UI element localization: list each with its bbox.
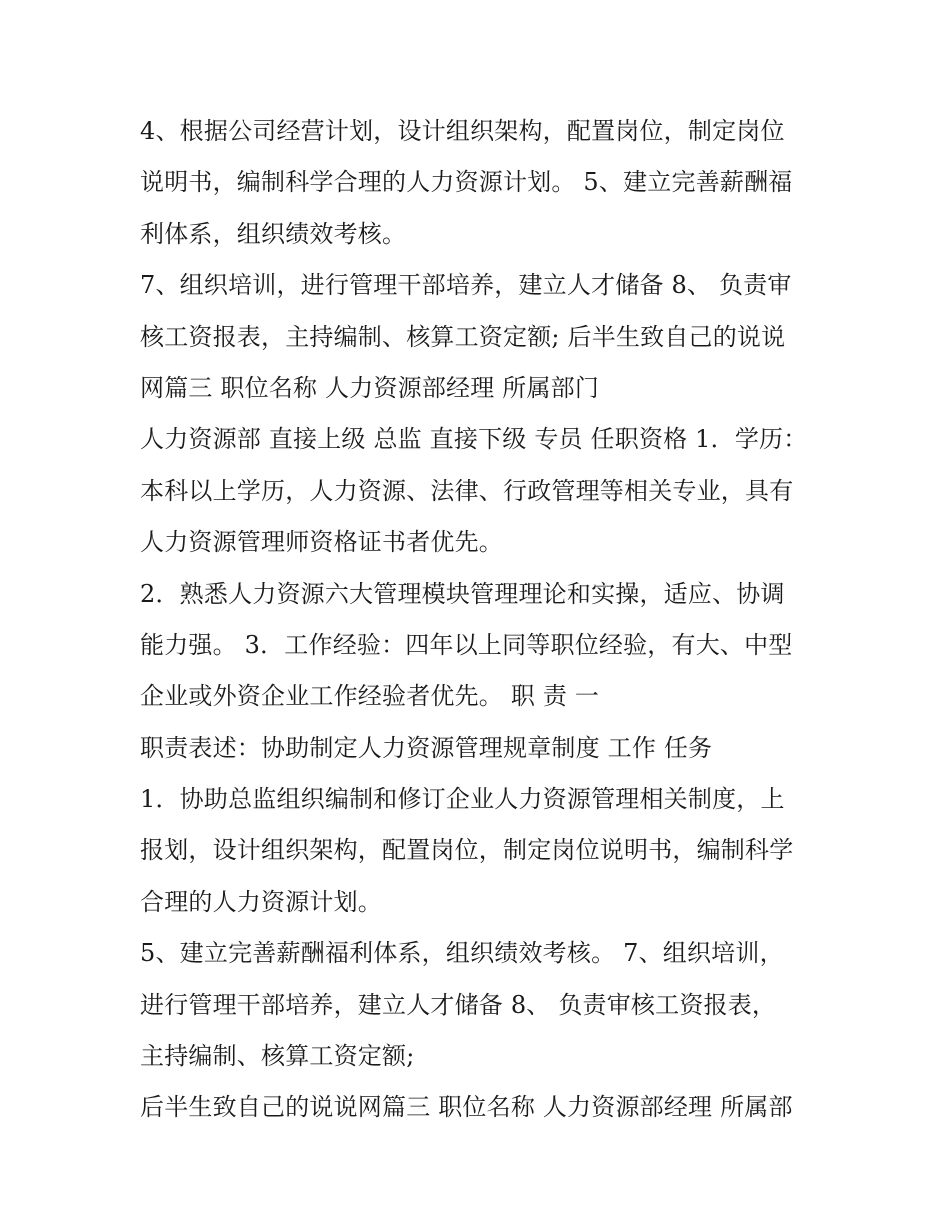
text-line: 进行管理干部培养，建立人才储备 8、 负责审核工资报表， <box>140 990 777 1019</box>
text-line: 网篇三 职位名称 人力资源部经理 所属部门 <box>140 373 600 402</box>
text-line: 利体系，组织绩效考核。 <box>140 219 407 248</box>
text-line: 7、组织培训，进行管理干部培养，建立人才储备 8、 负责审 <box>140 271 792 300</box>
text-line: 1．协助总监组织编制和修订企业人力资源管理相关制度，上 <box>140 785 785 814</box>
text-line: 能力强。 3．工作经验：四年以上同等职位经验，有大、中型 <box>140 630 793 659</box>
text-line: 4、根据公司经营计划，设计组织架构，配置岗位，制定岗位 <box>140 117 785 145</box>
text-line: 说明书，编制科学合理的人力资源计划。 5、建立完善薪酬福 <box>140 168 793 197</box>
text-line: 人力资源管理师资格证书者优先。 <box>140 528 503 557</box>
text-line: 企业或外资企业工作经验者优先。 职 责 一 <box>140 682 600 711</box>
text-line: 本科以上学历，人力资源、法律、行政管理等相关专业，具有 <box>140 476 794 505</box>
document-body <box>140 106 830 1134</box>
text-line: 报划，设计组织架构，配置岗位，制定岗位说明书，编制科学 <box>140 836 794 865</box>
text-line: 5、建立完善薪酬福利体系，组织绩效考核。 7、组织培训， <box>140 939 784 968</box>
text-line: 合理的人力资源计划。 <box>140 887 382 916</box>
text-line: 2．熟悉人力资源六大管理模块管理理论和实操，适应、协调 <box>140 579 785 608</box>
text-line: 人力资源部 直接上级 总监 直接下级 专员 任职资格 1．学历： <box>140 425 808 454</box>
text-line: 职责表述：协助制定人力资源管理规章制度 工作 任务 <box>140 733 713 762</box>
text-line: 核工资报表，主持编制、核算工资定额; 后半生致自己的说说 <box>140 322 786 351</box>
text-line: 后半生致自己的说说网篇三 职位名称 人力资源部经理 所属部 <box>140 1093 793 1122</box>
text-line: 主持编制、核算工资定额; <box>140 1042 415 1071</box>
